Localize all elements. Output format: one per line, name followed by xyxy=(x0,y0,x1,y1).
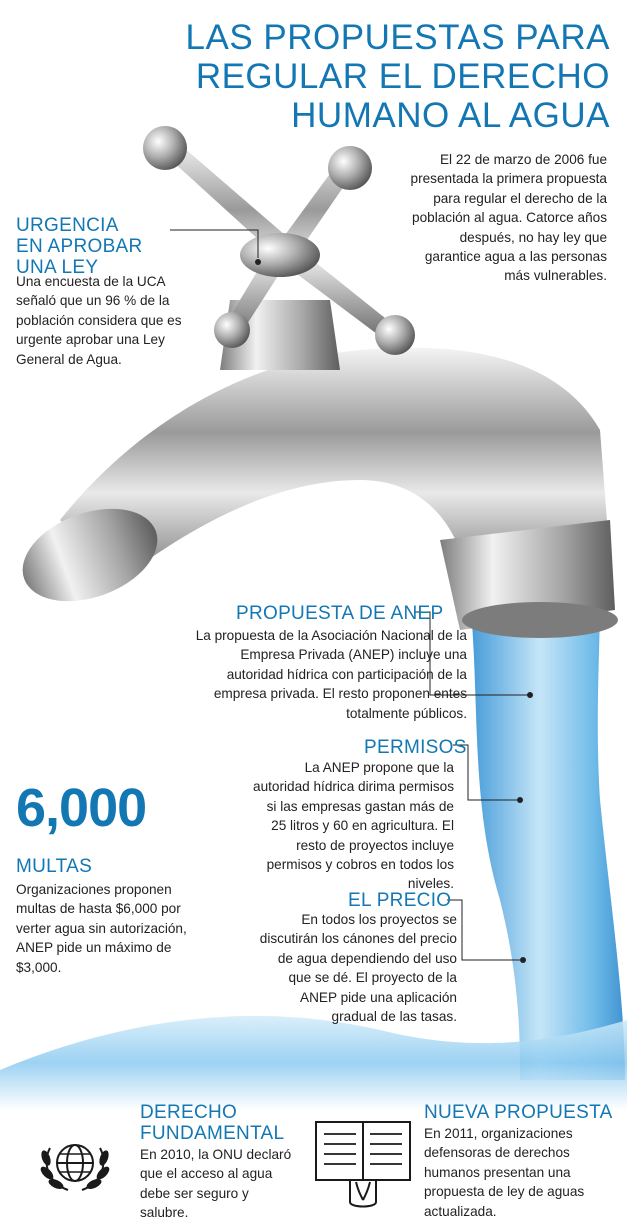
derecho-heading-line-2: FUNDAMENTAL xyxy=(140,1123,285,1144)
multas-figure: 6,000 xyxy=(16,778,147,838)
urgencia-heading-line-2: EN APROBAR xyxy=(16,236,143,257)
open-book-icon xyxy=(310,1112,416,1212)
derecho-heading-line-1: DERECHO xyxy=(140,1102,238,1123)
globe-laurel-icon xyxy=(30,1118,120,1208)
title-line-1: LAS PROPUESTAS PARA xyxy=(185,18,610,57)
page-title xyxy=(170,18,610,135)
multas-heading: MULTAS xyxy=(16,856,93,877)
multas-text: Organizaciones proponen multas de hasta $6,000 por verter agua sin autorización, ANEP pide un máximo de $3,000. xyxy=(16,882,187,975)
urgencia-text: Una encuesta de la UCA señaló que un 96 % de la población considera que es urgente aprobar una Ley General de Agua. xyxy=(16,274,182,367)
nueva-heading: NUEVA PROPUESTA xyxy=(424,1102,613,1123)
derecho-heading xyxy=(140,1102,310,1144)
anep-text: La propuesta de la Asociación Nacional de la Empresa Privada (ANEP) incluye una autoridad hídrica con participación de la empresa privada. El resto proponen entes totalmente públicos. xyxy=(195,628,467,721)
nueva-text: En 2011, organizaciones defensoras de derechos humanos presentan una propuesta de ley de aguas actualizada. xyxy=(424,1126,585,1219)
precio-text: En todos los proyectos se discutirán los cánones del precio de agua dependiendo del uso que se dé. El proyecto de la ANEP pide una aplicación gradual de las tasas. xyxy=(259,912,457,1025)
intro-text: El 22 de marzo de 2006 fue presentada la primera propuesta para regular el derecho de la población al agua. Catorce años después, no hay ley que garantice agua a las personas más vulnerables. xyxy=(410,152,607,284)
urgencia-heading-line-3: UNA LEY xyxy=(16,257,99,278)
title-line-2: REGULAR EL DERECHO xyxy=(195,57,610,96)
derecho-text: En 2010, la ONU declaró que el acceso al agua debe ser seguro y salubre. xyxy=(140,1147,292,1221)
title-line-3: HUMANO AL AGUA xyxy=(291,96,610,135)
anep-heading: PROPUESTA DE ANEP xyxy=(236,603,444,624)
permisos-text: La ANEP propone que la autoridad hídrica dirima permisos si las empresas gastan más de 25 litros y 60 en agricultura. El resto de proyectos incluye permisos y cobros en todos los niveles. xyxy=(253,760,454,892)
precio-heading: EL PRECIO xyxy=(348,890,452,911)
urgencia-heading xyxy=(16,215,186,278)
permisos-heading: PERMISOS xyxy=(364,737,467,758)
urgencia-heading-line-1: URGENCIA xyxy=(16,215,119,236)
